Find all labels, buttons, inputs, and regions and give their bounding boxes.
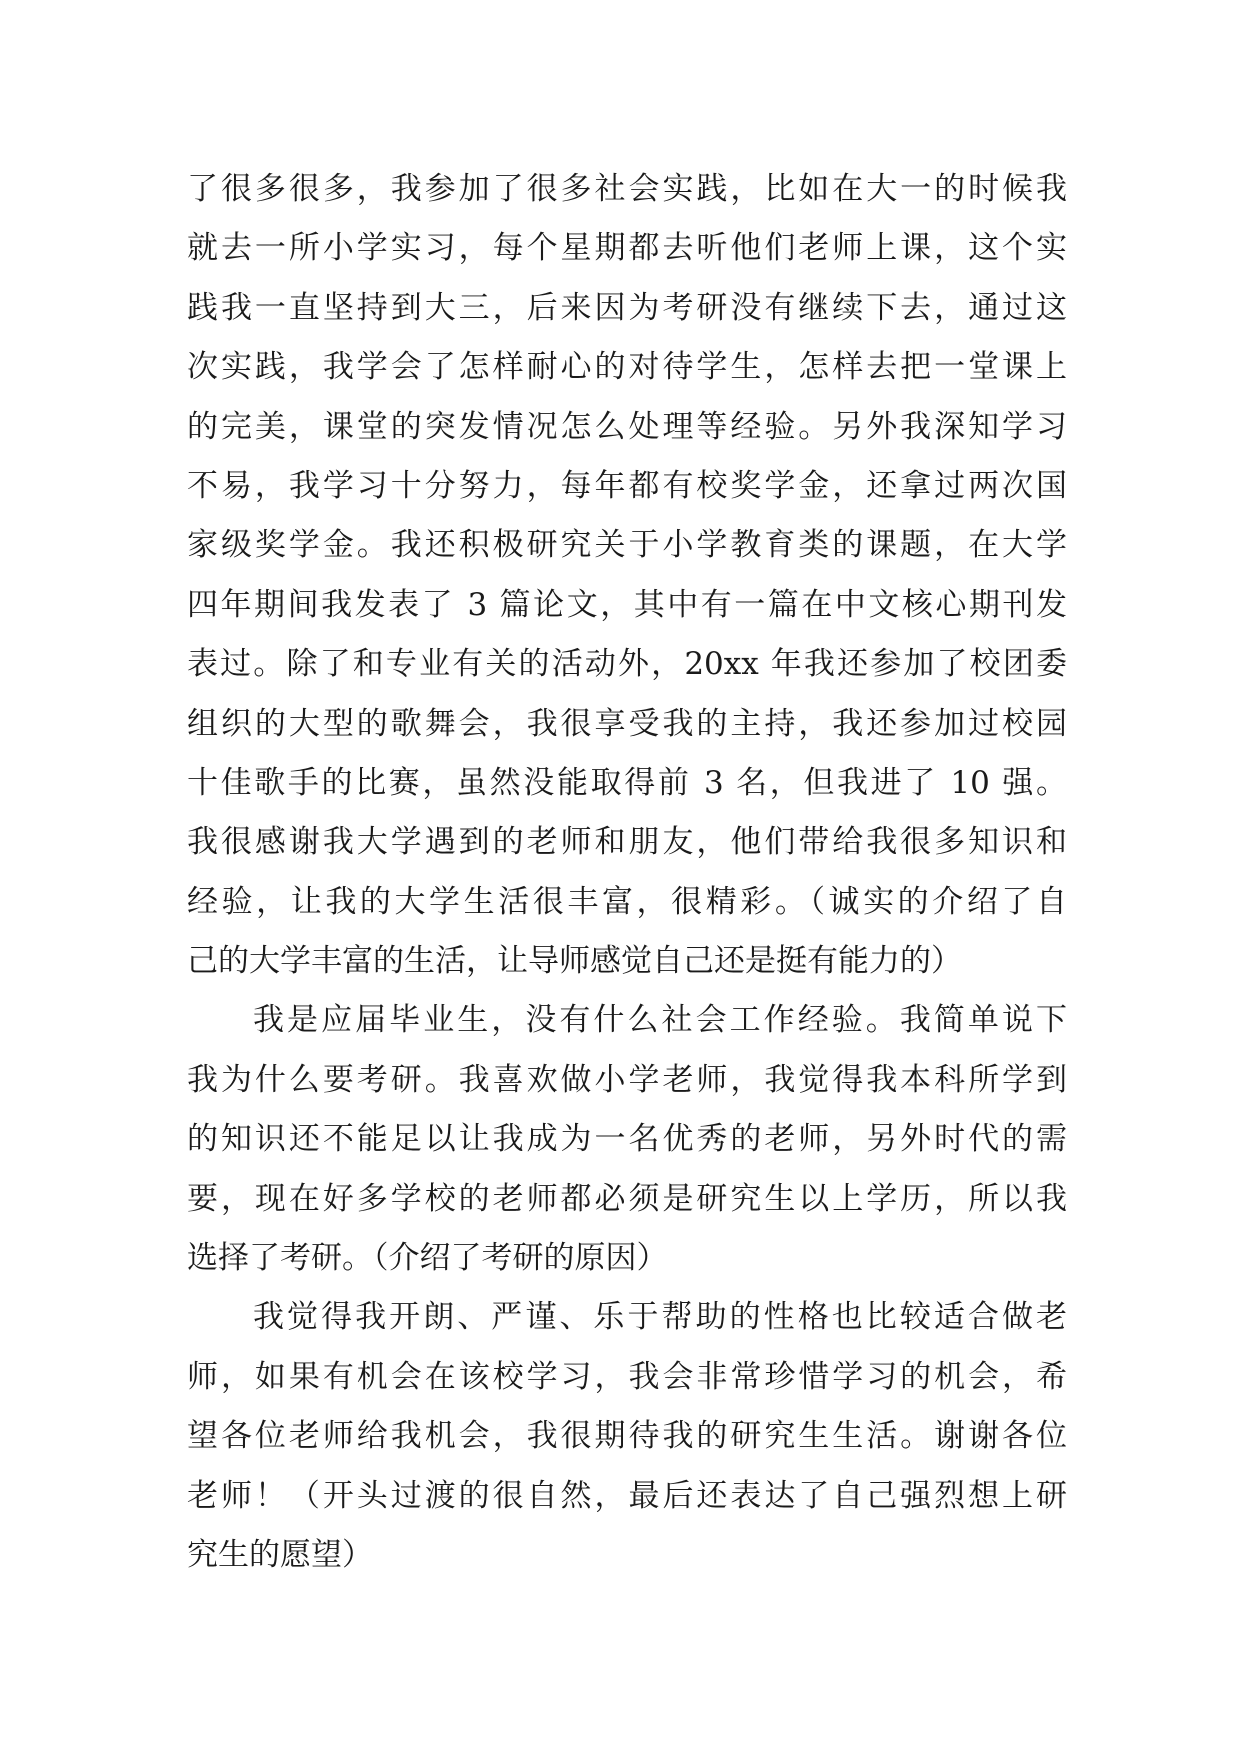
text-line: 选择了考研。（介绍了考研的原因）	[187, 1240, 668, 1277]
paragraph-2	[187, 991, 1067, 1288]
text-line: 究生的愿望）	[187, 1536, 373, 1573]
text-line: 的完美，课堂的突发情况怎么处理等经验。另外我深知学习	[187, 408, 1067, 445]
text-line: 我为什么要考研。我喜欢做小学老师，我觉得我本科所学到	[187, 1061, 1067, 1098]
text-line: 我觉得我开朗、严谨、乐于帮助的性格也比较适合做老	[253, 1299, 1067, 1336]
text-line: 的知识还不能足以让我成为一名优秀的老师，另外时代的需	[187, 1121, 1067, 1158]
text-line: 不易，我学习十分努力，每年都有校奖学金，还拿过两次国	[187, 467, 1067, 504]
text-line: 己的大学丰富的生活，让导师感觉自己还是挺有能力的）	[187, 943, 962, 980]
text-line: 师，如果有机会在该校学习，我会非常珍惜学习的机会，希	[187, 1358, 1067, 1395]
document-body	[187, 160, 1067, 1585]
text-line: 就去一所小学实习，每个星期都去听他们老师上课，这个实	[187, 230, 1067, 267]
text-line: 老师！（开头过渡的很自然，最后还表达了自己强烈想上研	[187, 1477, 1067, 1514]
text-line: 次实践，我学会了怎样耐心的对待学生，怎样去把一堂课上	[187, 349, 1067, 386]
text-line: 望各位老师给我机会，我很期待我的研究生生活。谢谢各位	[187, 1418, 1067, 1455]
text-line: 了很多很多，我参加了很多社会实践，比如在大一的时候我	[187, 171, 1067, 207]
text-line: 践我一直坚持到大三，后来因为考研没有继续下去，通过这	[187, 289, 1067, 326]
text-line: 经验，让我的大学生活很丰富，很精彩。（诚实的介绍了自	[187, 883, 1067, 920]
paragraph-1	[187, 160, 1067, 991]
text-line: 要，现在好多学校的老师都必须是研究生以上学历，所以我	[187, 1180, 1067, 1217]
text-line: 我很感谢我大学遇到的老师和朋友，他们带给我很多知识和	[187, 824, 1067, 861]
text-line: 组织的大型的歌舞会，我很享受我的主持，我还参加过校园	[187, 705, 1067, 742]
text-line: 表过。除了和专业有关的活动外，20xx 年我还参加了校团委	[187, 646, 1067, 683]
text-line: 四年期间我发表了 3 篇论文，其中有一篇在中文核心期刊发	[187, 586, 1067, 623]
text-line: 家级奖学金。我还积极研究关于小学教育类的课题，在大学	[187, 527, 1067, 564]
text-line: 十佳歌手的比赛，虽然没能取得前 3 名，但我进了 10 强。	[187, 764, 1067, 801]
paragraph-3	[187, 1288, 1067, 1585]
text-line: 我是应届毕业生，没有什么社会工作经验。我简单说下	[253, 1002, 1067, 1039]
